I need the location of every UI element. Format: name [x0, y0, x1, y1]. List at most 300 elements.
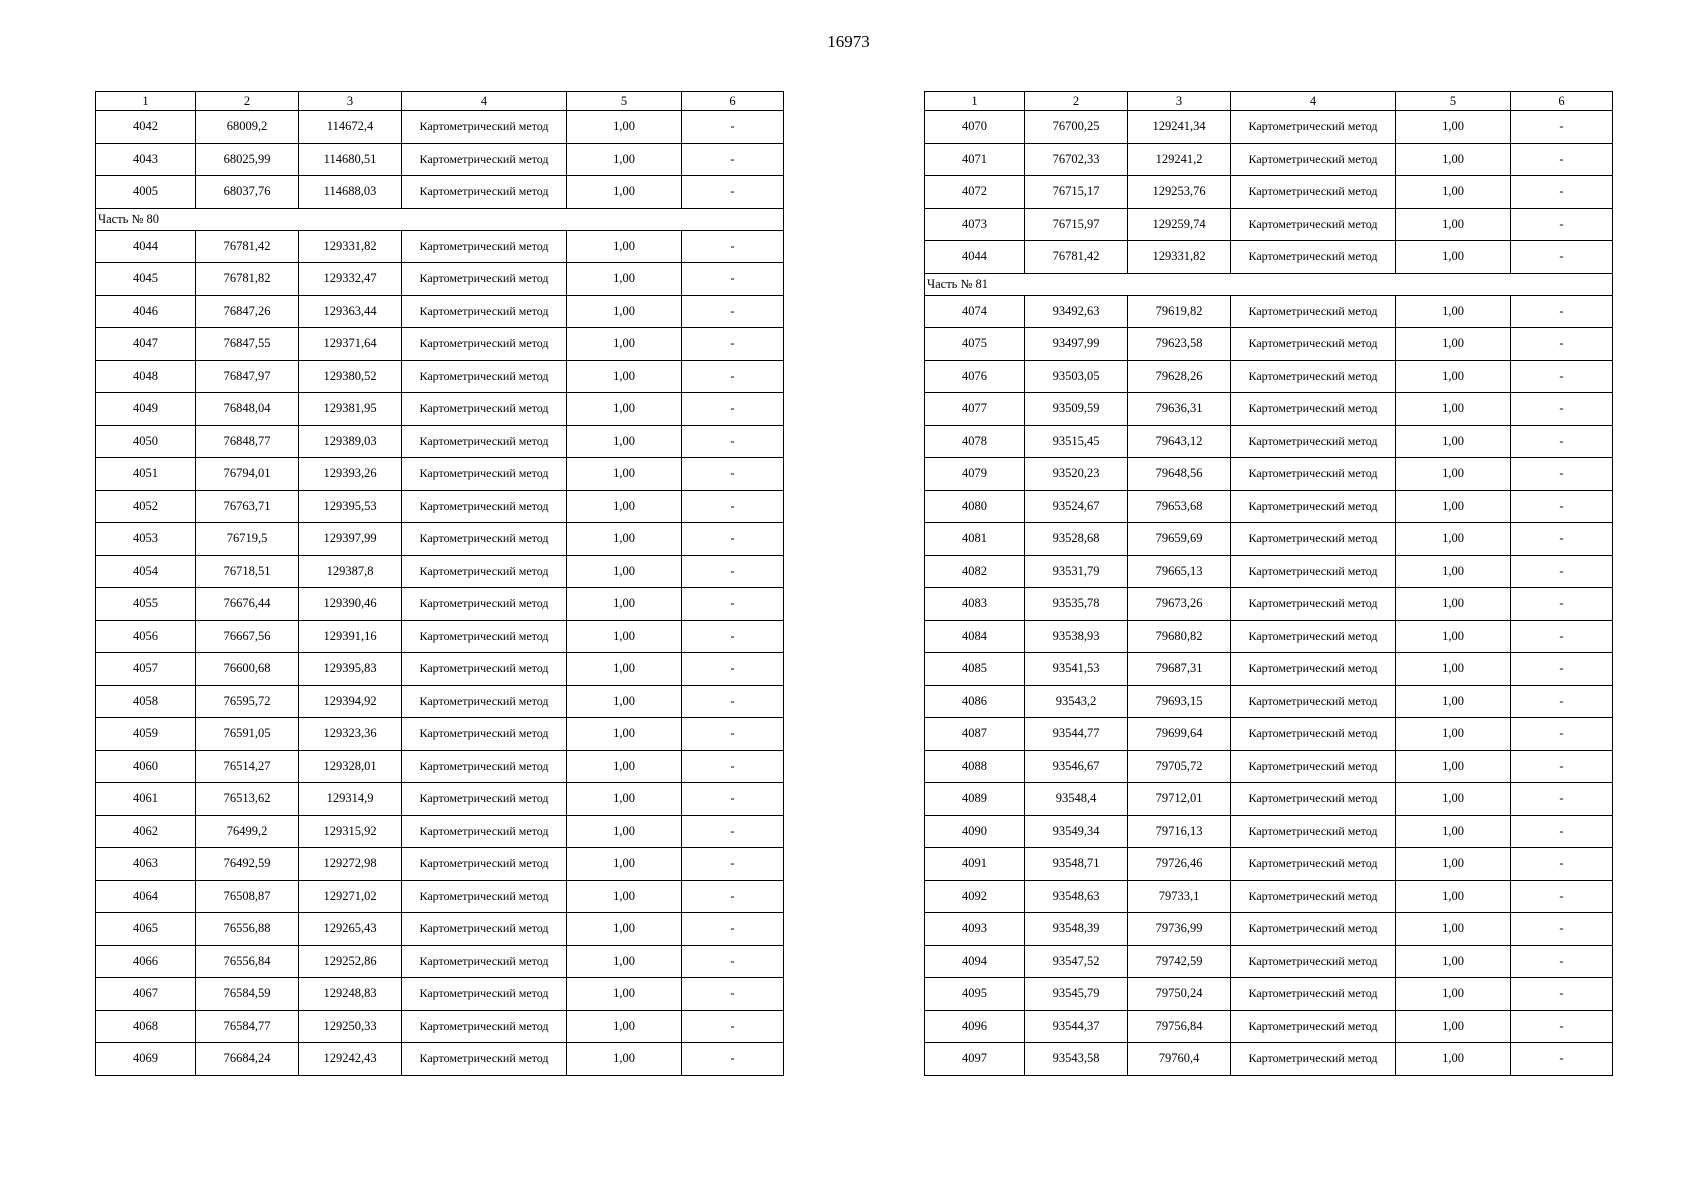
accuracy-cell: 1,00: [1396, 783, 1511, 816]
y-coordinate-cell: 129394,92: [299, 685, 402, 718]
table-row: [96, 1043, 784, 1076]
accuracy-cell: 1,00: [1396, 176, 1511, 209]
description-cell: -: [1511, 360, 1613, 393]
table-row: [925, 143, 1613, 176]
point-number-cell: 4087: [925, 718, 1025, 751]
y-coordinate-cell: 79736,99: [1128, 913, 1231, 946]
accuracy-cell: 1,00: [567, 653, 682, 686]
x-coordinate-cell: 93520,23: [1025, 458, 1128, 491]
point-number-cell: 4051: [96, 458, 196, 491]
method-cell: Картометрический метод: [1231, 978, 1396, 1011]
table-header-row: [96, 92, 784, 111]
point-number-cell: 4050: [96, 425, 196, 458]
table-row: [96, 425, 784, 458]
accuracy-cell: 1,00: [567, 848, 682, 881]
method-cell: Картометрический метод: [1231, 653, 1396, 686]
table-row: [925, 880, 1613, 913]
x-coordinate-cell: 76514,27: [196, 750, 299, 783]
table-row: [925, 620, 1613, 653]
description-cell: -: [1511, 328, 1613, 361]
accuracy-cell: 1,00: [567, 913, 682, 946]
method-cell: Картометрический метод: [402, 143, 567, 176]
accuracy-cell: 1,00: [1396, 848, 1511, 881]
table-header-row: [925, 92, 1613, 111]
description-cell: -: [682, 555, 784, 588]
description-cell: -: [682, 1010, 784, 1043]
accuracy-cell: 1,00: [567, 328, 682, 361]
method-cell: Картометрический метод: [1231, 718, 1396, 751]
accuracy-cell: 1,00: [1396, 490, 1511, 523]
accuracy-cell: 1,00: [567, 360, 682, 393]
method-cell: Картометрический метод: [1231, 241, 1396, 274]
y-coordinate-cell: 79705,72: [1128, 750, 1231, 783]
y-coordinate-cell: 129323,36: [299, 718, 402, 751]
x-coordinate-cell: 76794,01: [196, 458, 299, 491]
table-row: [925, 848, 1613, 881]
method-cell: Картометрический метод: [402, 360, 567, 393]
accuracy-cell: 1,00: [1396, 880, 1511, 913]
point-number-cell: 4057: [96, 653, 196, 686]
y-coordinate-cell: 114688,03: [299, 176, 402, 209]
y-coordinate-cell: 79687,31: [1128, 653, 1231, 686]
method-cell: Картометрический метод: [402, 848, 567, 881]
method-cell: Картометрический метод: [402, 458, 567, 491]
description-cell: -: [1511, 978, 1613, 1011]
table-row: [96, 815, 784, 848]
description-cell: -: [682, 978, 784, 1011]
method-cell: Картометрический метод: [402, 653, 567, 686]
point-number-cell: 4044: [96, 230, 196, 263]
table-row: [925, 913, 1613, 946]
table-row: [96, 718, 784, 751]
method-cell: Картометрический метод: [1231, 1010, 1396, 1043]
description-cell: -: [1511, 685, 1613, 718]
y-coordinate-cell: 79648,56: [1128, 458, 1231, 491]
point-number-cell: 4056: [96, 620, 196, 653]
point-number-cell: 4061: [96, 783, 196, 816]
description-cell: -: [1511, 653, 1613, 686]
y-coordinate-cell: 129395,53: [299, 490, 402, 523]
description-cell: -: [1511, 1010, 1613, 1043]
description-cell: -: [1511, 111, 1613, 144]
point-number-cell: 4077: [925, 393, 1025, 426]
description-cell: -: [1511, 718, 1613, 751]
description-cell: -: [1511, 588, 1613, 621]
method-cell: Картометрический метод: [1231, 360, 1396, 393]
method-cell: Картометрический метод: [402, 978, 567, 1011]
table-row: [96, 588, 784, 621]
x-coordinate-cell: 76556,88: [196, 913, 299, 946]
x-coordinate-cell: 93547,52: [1025, 945, 1128, 978]
accuracy-cell: 1,00: [567, 425, 682, 458]
y-coordinate-cell: 79643,12: [1128, 425, 1231, 458]
point-number-cell: 4044: [925, 241, 1025, 274]
x-coordinate-cell: 93531,79: [1025, 555, 1128, 588]
column-header-4: 4: [1231, 92, 1396, 111]
method-cell: Картометрический метод: [1231, 328, 1396, 361]
point-number-cell: 4082: [925, 555, 1025, 588]
point-number-cell: 4062: [96, 815, 196, 848]
x-coordinate-cell: 93545,79: [1025, 978, 1128, 1011]
section-label: Часть № 80: [96, 208, 784, 230]
method-cell: Картометрический метод: [402, 620, 567, 653]
table-row: [925, 360, 1613, 393]
accuracy-cell: 1,00: [567, 230, 682, 263]
y-coordinate-cell: 129248,83: [299, 978, 402, 1011]
accuracy-cell: 1,00: [567, 263, 682, 296]
y-coordinate-cell: 114680,51: [299, 143, 402, 176]
point-number-cell: 4076: [925, 360, 1025, 393]
point-number-cell: 4081: [925, 523, 1025, 556]
description-cell: -: [682, 111, 784, 144]
description-cell: -: [682, 653, 784, 686]
column-header-4: 4: [402, 92, 567, 111]
accuracy-cell: 1,00: [1396, 913, 1511, 946]
column-header-5: 5: [567, 92, 682, 111]
coordinates-table-right: [924, 91, 1613, 1076]
method-cell: Картометрический метод: [1231, 143, 1396, 176]
x-coordinate-cell: 76595,72: [196, 685, 299, 718]
table-row: [96, 620, 784, 653]
x-coordinate-cell: 76848,77: [196, 425, 299, 458]
y-coordinate-cell: 129395,83: [299, 653, 402, 686]
table-row: [925, 241, 1613, 274]
x-coordinate-cell: 76718,51: [196, 555, 299, 588]
accuracy-cell: 1,00: [1396, 815, 1511, 848]
accuracy-cell: 1,00: [567, 295, 682, 328]
y-coordinate-cell: 129397,99: [299, 523, 402, 556]
table-row: [96, 295, 784, 328]
method-cell: Картометрический метод: [1231, 555, 1396, 588]
table-row: [925, 425, 1613, 458]
x-coordinate-cell: 93541,53: [1025, 653, 1128, 686]
point-number-cell: 4079: [925, 458, 1025, 491]
point-number-cell: 4075: [925, 328, 1025, 361]
accuracy-cell: 1,00: [1396, 1010, 1511, 1043]
method-cell: Картометрический метод: [402, 111, 567, 144]
point-number-cell: 4086: [925, 685, 1025, 718]
x-coordinate-cell: 93543,2: [1025, 685, 1128, 718]
y-coordinate-cell: 129242,43: [299, 1043, 402, 1076]
accuracy-cell: 1,00: [1396, 208, 1511, 241]
accuracy-cell: 1,00: [1396, 945, 1511, 978]
x-coordinate-cell: 76676,44: [196, 588, 299, 621]
x-coordinate-cell: 76781,82: [196, 263, 299, 296]
description-cell: -: [682, 620, 784, 653]
table-row: [96, 176, 784, 209]
table-row: [925, 1010, 1613, 1043]
description-cell: -: [1511, 848, 1613, 881]
column-header-2: 2: [1025, 92, 1128, 111]
point-number-cell: 4084: [925, 620, 1025, 653]
point-number-cell: 4058: [96, 685, 196, 718]
description-cell: -: [682, 393, 784, 426]
point-number-cell: 4095: [925, 978, 1025, 1011]
point-number-cell: 4043: [96, 143, 196, 176]
description-cell: -: [1511, 425, 1613, 458]
accuracy-cell: 1,00: [567, 783, 682, 816]
x-coordinate-cell: 76781,42: [196, 230, 299, 263]
method-cell: Картометрический метод: [402, 685, 567, 718]
point-number-cell: 4048: [96, 360, 196, 393]
method-cell: Картометрический метод: [402, 945, 567, 978]
table-row: [96, 360, 784, 393]
table-row: [925, 523, 1613, 556]
table-row: [925, 555, 1613, 588]
point-number-cell: 4046: [96, 295, 196, 328]
table-row: [96, 1010, 784, 1043]
table-row: [925, 328, 1613, 361]
method-cell: Картометрический метод: [1231, 523, 1396, 556]
description-cell: -: [682, 143, 784, 176]
x-coordinate-cell: 93535,78: [1025, 588, 1128, 621]
y-coordinate-cell: 79693,15: [1128, 685, 1231, 718]
description-cell: -: [1511, 555, 1613, 588]
x-coordinate-cell: 93503,05: [1025, 360, 1128, 393]
method-cell: Картометрический метод: [1231, 685, 1396, 718]
y-coordinate-cell: 129389,03: [299, 425, 402, 458]
x-coordinate-cell: 93549,34: [1025, 815, 1128, 848]
accuracy-cell: 1,00: [1396, 685, 1511, 718]
description-cell: -: [682, 458, 784, 491]
y-coordinate-cell: 129331,82: [299, 230, 402, 263]
description-cell: -: [1511, 1043, 1613, 1076]
table-row: [96, 978, 784, 1011]
accuracy-cell: 1,00: [1396, 555, 1511, 588]
y-coordinate-cell: 79680,82: [1128, 620, 1231, 653]
accuracy-cell: 1,00: [1396, 143, 1511, 176]
accuracy-cell: 1,00: [1396, 425, 1511, 458]
method-cell: Картометрический метод: [402, 230, 567, 263]
table-row: [96, 263, 784, 296]
x-coordinate-cell: 76847,26: [196, 295, 299, 328]
y-coordinate-cell: 79653,68: [1128, 490, 1231, 523]
method-cell: Картометрический метод: [1231, 490, 1396, 523]
method-cell: Картометрический метод: [402, 718, 567, 751]
x-coordinate-cell: 93509,59: [1025, 393, 1128, 426]
accuracy-cell: 1,00: [1396, 750, 1511, 783]
table-row: [96, 523, 784, 556]
column-header-5: 5: [1396, 92, 1511, 111]
x-coordinate-cell: 76719,5: [196, 523, 299, 556]
method-cell: Картометрический метод: [402, 913, 567, 946]
x-coordinate-cell: 93548,63: [1025, 880, 1128, 913]
table-row: [96, 111, 784, 144]
method-cell: Картометрический метод: [1231, 111, 1396, 144]
accuracy-cell: 1,00: [567, 555, 682, 588]
description-cell: -: [1511, 880, 1613, 913]
method-cell: Картометрический метод: [402, 880, 567, 913]
description-cell: -: [682, 360, 784, 393]
method-cell: Картометрический метод: [1231, 425, 1396, 458]
point-number-cell: 4089: [925, 783, 1025, 816]
section-header-row: [96, 208, 784, 230]
point-number-cell: 4045: [96, 263, 196, 296]
y-coordinate-cell: 129250,33: [299, 1010, 402, 1043]
y-coordinate-cell: 129265,43: [299, 913, 402, 946]
x-coordinate-cell: 76584,59: [196, 978, 299, 1011]
x-coordinate-cell: 76499,2: [196, 815, 299, 848]
method-cell: Картометрический метод: [1231, 620, 1396, 653]
description-cell: -: [682, 783, 784, 816]
coordinates-table-left: [95, 91, 784, 1076]
point-number-cell: 4071: [925, 143, 1025, 176]
x-coordinate-cell: 76600,68: [196, 653, 299, 686]
column-header-2: 2: [196, 92, 299, 111]
method-cell: Картометрический метод: [1231, 848, 1396, 881]
point-number-cell: 4060: [96, 750, 196, 783]
column-header-3: 3: [1128, 92, 1231, 111]
description-cell: -: [682, 848, 784, 881]
table-row: [96, 848, 784, 881]
x-coordinate-cell: 76684,24: [196, 1043, 299, 1076]
accuracy-cell: 1,00: [1396, 620, 1511, 653]
column-header-1: 1: [96, 92, 196, 111]
accuracy-cell: 1,00: [1396, 393, 1511, 426]
point-number-cell: 4093: [925, 913, 1025, 946]
method-cell: Картометрический метод: [1231, 880, 1396, 913]
x-coordinate-cell: 68025,99: [196, 143, 299, 176]
description-cell: -: [1511, 208, 1613, 241]
accuracy-cell: 1,00: [1396, 458, 1511, 491]
x-coordinate-cell: 76700,25: [1025, 111, 1128, 144]
x-coordinate-cell: 76847,97: [196, 360, 299, 393]
y-coordinate-cell: 129271,02: [299, 880, 402, 913]
description-cell: -: [682, 295, 784, 328]
y-coordinate-cell: 79756,84: [1128, 1010, 1231, 1043]
x-coordinate-cell: 93538,93: [1025, 620, 1128, 653]
x-coordinate-cell: 93544,77: [1025, 718, 1128, 751]
accuracy-cell: 1,00: [567, 1010, 682, 1043]
description-cell: -: [1511, 458, 1613, 491]
y-coordinate-cell: 129315,92: [299, 815, 402, 848]
table-row: [96, 653, 784, 686]
x-coordinate-cell: 76584,77: [196, 1010, 299, 1043]
point-number-cell: 4055: [96, 588, 196, 621]
method-cell: Картометрический метод: [1231, 458, 1396, 491]
y-coordinate-cell: 79716,13: [1128, 815, 1231, 848]
table-row: [96, 685, 784, 718]
method-cell: Картометрический метод: [402, 555, 567, 588]
accuracy-cell: 1,00: [567, 685, 682, 718]
description-cell: -: [1511, 620, 1613, 653]
table-row: [925, 945, 1613, 978]
accuracy-cell: 1,00: [567, 620, 682, 653]
point-number-cell: 4073: [925, 208, 1025, 241]
x-coordinate-cell: 93548,39: [1025, 913, 1128, 946]
method-cell: Картометрический метод: [402, 490, 567, 523]
y-coordinate-cell: 114672,4: [299, 111, 402, 144]
table-row: [925, 653, 1613, 686]
method-cell: Картометрический метод: [402, 750, 567, 783]
point-number-cell: 4066: [96, 945, 196, 978]
accuracy-cell: 1,00: [1396, 328, 1511, 361]
description-cell: -: [682, 880, 784, 913]
point-number-cell: 4053: [96, 523, 196, 556]
y-coordinate-cell: 129241,34: [1128, 111, 1231, 144]
method-cell: Картометрический метод: [1231, 588, 1396, 621]
column-header-1: 1: [925, 92, 1025, 111]
point-number-cell: 4005: [96, 176, 196, 209]
y-coordinate-cell: 129331,82: [1128, 241, 1231, 274]
table-row: [925, 1043, 1613, 1076]
x-coordinate-cell: 76508,87: [196, 880, 299, 913]
accuracy-cell: 1,00: [1396, 295, 1511, 328]
point-number-cell: 4067: [96, 978, 196, 1011]
description-cell: -: [682, 750, 784, 783]
section-label: Часть № 81: [925, 273, 1613, 295]
description-cell: -: [1511, 523, 1613, 556]
accuracy-cell: 1,00: [1396, 1043, 1511, 1076]
column-header-6: 6: [1511, 92, 1613, 111]
y-coordinate-cell: 79760,4: [1128, 1043, 1231, 1076]
y-coordinate-cell: 79636,31: [1128, 393, 1231, 426]
method-cell: Картометрический метод: [402, 1043, 567, 1076]
accuracy-cell: 1,00: [1396, 241, 1511, 274]
method-cell: Картометрический метод: [1231, 945, 1396, 978]
description-cell: -: [682, 490, 784, 523]
x-coordinate-cell: 93546,67: [1025, 750, 1128, 783]
table-row: [925, 208, 1613, 241]
table-row: [925, 458, 1613, 491]
accuracy-cell: 1,00: [567, 588, 682, 621]
table-row: [925, 750, 1613, 783]
method-cell: Картометрический метод: [1231, 176, 1396, 209]
description-cell: -: [1511, 176, 1613, 209]
description-cell: -: [1511, 815, 1613, 848]
section-header-row: [925, 273, 1613, 295]
x-coordinate-cell: 76847,55: [196, 328, 299, 361]
accuracy-cell: 1,00: [567, 718, 682, 751]
table-row: [96, 880, 784, 913]
y-coordinate-cell: 79726,46: [1128, 848, 1231, 881]
x-coordinate-cell: 68009,2: [196, 111, 299, 144]
description-cell: -: [1511, 241, 1613, 274]
description-cell: -: [682, 588, 784, 621]
description-cell: -: [682, 913, 784, 946]
y-coordinate-cell: 129253,76: [1128, 176, 1231, 209]
y-coordinate-cell: 79619,82: [1128, 295, 1231, 328]
method-cell: Картометрический метод: [402, 263, 567, 296]
point-number-cell: 4054: [96, 555, 196, 588]
method-cell: Картометрический метод: [1231, 913, 1396, 946]
description-cell: -: [1511, 945, 1613, 978]
accuracy-cell: 1,00: [1396, 718, 1511, 751]
point-number-cell: 4092: [925, 880, 1025, 913]
y-coordinate-cell: 129332,47: [299, 263, 402, 296]
accuracy-cell: 1,00: [567, 750, 682, 783]
accuracy-cell: 1,00: [1396, 523, 1511, 556]
description-cell: -: [1511, 393, 1613, 426]
x-coordinate-cell: 76556,84: [196, 945, 299, 978]
page-number: 16973: [827, 32, 870, 51]
method-cell: Картометрический метод: [1231, 815, 1396, 848]
x-coordinate-cell: 93515,45: [1025, 425, 1128, 458]
description-cell: -: [1511, 143, 1613, 176]
table-row: [96, 750, 784, 783]
accuracy-cell: 1,00: [567, 393, 682, 426]
table-row: [925, 393, 1613, 426]
accuracy-cell: 1,00: [1396, 588, 1511, 621]
description-cell: -: [1511, 913, 1613, 946]
x-coordinate-cell: 76715,17: [1025, 176, 1128, 209]
x-coordinate-cell: 93528,68: [1025, 523, 1128, 556]
method-cell: Картометрический метод: [402, 815, 567, 848]
x-coordinate-cell: 76715,97: [1025, 208, 1128, 241]
accuracy-cell: 1,00: [567, 978, 682, 1011]
accuracy-cell: 1,00: [1396, 360, 1511, 393]
method-cell: Картометрический метод: [402, 783, 567, 816]
